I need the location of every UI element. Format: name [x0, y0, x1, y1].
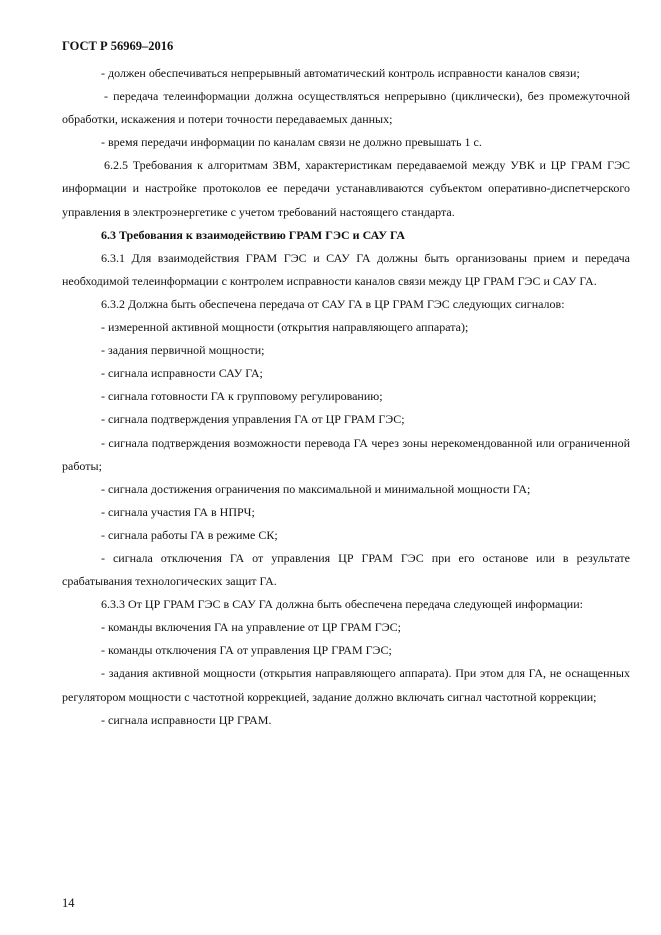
list-item: - сигнала отключения ГА от управления ЦР ГРАМ ГЭС при его останове или в результате срабатывания технологических защит ГА. [62, 550, 630, 589]
list-item: - задания первичной мощности; [101, 343, 265, 358]
list-item: - команды включения ГА на управление от ЦР ГРАМ ГЭС; [101, 620, 401, 635]
list-item: - сигнала подтверждения возможности перевода ГА через зоны нерекомендованной или ограниченной работы; [62, 435, 630, 473]
list-item: - сигнала работы ГА в режиме СК; [101, 527, 278, 542]
document-body [62, 62, 630, 732]
list-item: - сигнала подтверждения управления ГА от ЦР ГРАМ ГЭС; [101, 412, 405, 427]
paragraph: - передача телеинформации должна осуществляться непрерывно (циклически), без промежуточной обработки, искажения и потери точности передаваемых данных; [62, 89, 630, 127]
section-heading-6-3: 6.3 Требования к взаимодействию ГРАМ ГЭС и САУ ГА [101, 227, 406, 242]
standard-header: ГОСТ Р 56969–2016 [62, 39, 174, 53]
list-item: - сигнала исправности САУ ГА; [101, 366, 263, 381]
list-item: - сигнала достижения ограничения по максимальной и минимальной мощности ГА; [101, 481, 531, 496]
page-number: 14 [62, 896, 75, 910]
clause-6-3-1: 6.3.1 Для взаимодействия ГРАМ ГЭС и САУ ГА должны быть организованы прием и передача необходимой телеинформации с контролем исправности каналов связи между ЦР ГРАМ ГЭС и САУ ГА. [62, 250, 630, 288]
list-item: - сигнала готовности ГА к групповому регулированию; [101, 389, 383, 404]
clause-6-2-5: 6.2.5 Требования к алгоритмам ЗВМ, характеристикам передаваемой между УВК и ЦР ГРАМ ГЭС информации и настройке протоколов ее передачи устанавливаются субъектом оперативно-диспетчерского управления в электроэнергетике с учетом требований настоящего стандарта. [62, 158, 630, 219]
paragraph: - время передачи информации по каналам связи не должно превышать 1 с. [101, 135, 482, 150]
clause-6-3-3: 6.3.3 От ЦР ГРАМ ГЭС в САУ ГА должна быть обеспечена передача следующей информации: [101, 597, 583, 612]
paragraph: - должен обеспечиваться непрерывный автоматический контроль исправности каналов связи; [101, 66, 580, 80]
list-item: - сигнала участия ГА в НПРЧ; [101, 504, 255, 519]
list-item: - задания активной мощности (открытия направляющего аппарата). При этом для ГА, не оснащенных регулятором мощности с частотной коррекцией, задание должно включать сигнал частотной коррекции; [62, 666, 630, 704]
list-item: - команды отключения ГА от управления ЦР ГРАМ ГЭС; [101, 643, 392, 658]
list-item: - измеренной активной мощности (открытия направляющего аппарата); [101, 320, 469, 335]
clause-6-3-2: 6.3.2 Должна быть обеспечена передача от САУ ГА в ЦР ГРАМ ГЭС следующих сигналов: [101, 296, 565, 311]
list-item: - сигнала исправности ЦР ГРАМ. [101, 712, 272, 727]
